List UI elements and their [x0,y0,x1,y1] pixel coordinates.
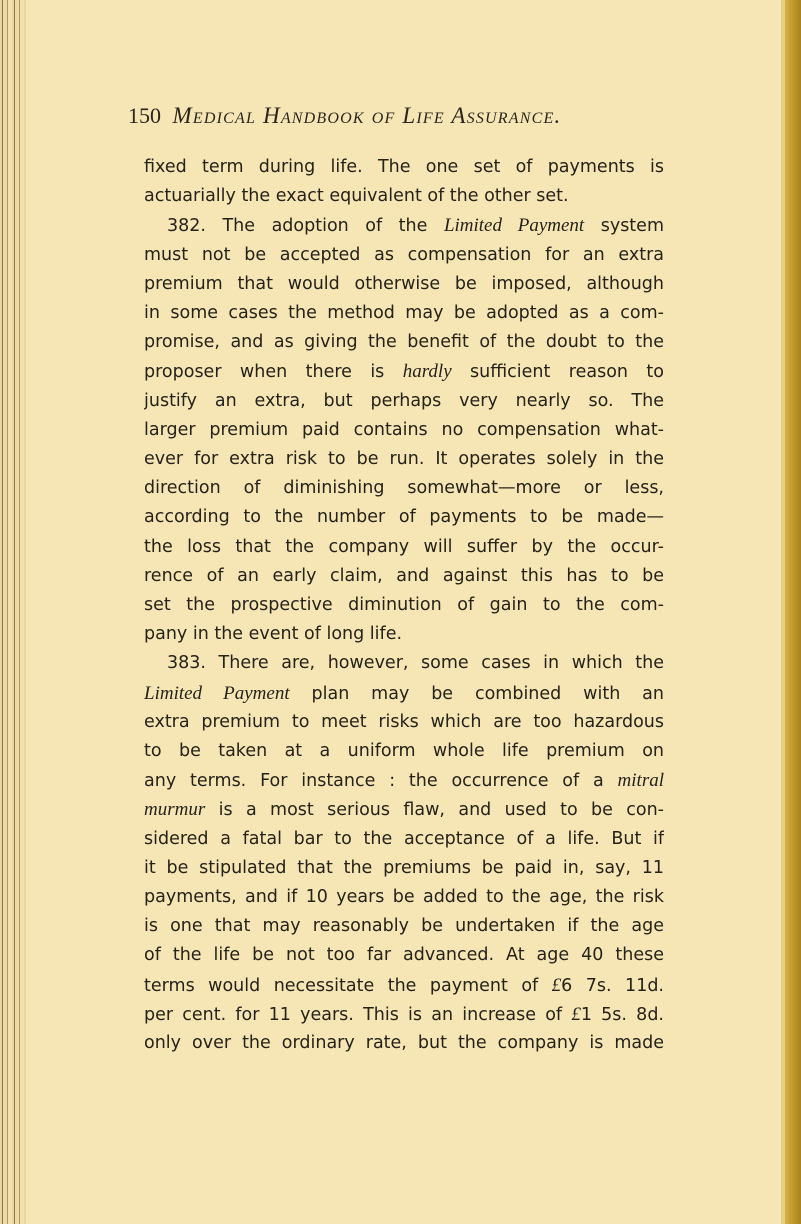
text-segment: is one that may reasonably be undertaken if the age [144,916,664,937]
italic-phrase: murmur [144,799,206,821]
text-segment: proposer when there is [144,362,403,383]
page-number: 150 [128,103,161,128]
italic-phrase: Limited Payment [144,682,290,704]
text-segment: pany in the event of long life. [144,624,403,645]
text-segment: terms would necessitate the payment of [144,975,552,996]
text-segment: 383. There are, however, some cases in which the [167,653,664,674]
text-line [144,328,664,357]
book-binding-edge [0,0,26,1224]
text-line [144,737,664,766]
text-line [144,971,664,1000]
text-segment: promise, and as giving the benefit of the doubt to the [144,332,664,353]
text-line [144,883,664,912]
text-line [144,649,664,678]
text-segment: per cent. for 11 years. This is an increase of [144,1004,572,1025]
text-segment: justify an extra, but perhaps very nearly so. The [144,390,664,411]
text-line [144,357,664,386]
text-line [144,241,664,270]
text-segment: extra premium to meet risks which are too hazardous [144,711,664,732]
text-segment: to be taken at a uniform whole life premium on [144,741,664,761]
text-line [144,1029,664,1058]
text-line [144,679,664,708]
text-segment: the loss that the company will suffer by the occur- [144,536,664,557]
text-segment: rence of an early claim, and against this has to be [144,565,664,586]
text-line [144,533,664,562]
text-line [144,708,664,737]
text-line [144,211,664,240]
text-segment: only over the ordinary rate, but the company is made [144,1033,664,1053]
text-segment: set the prospective diminution of gain to the com- [144,595,664,615]
text-segment: payments, and if 10 years be added to the age, the risk [144,887,664,907]
text-segment: ever for extra risk to be run. It operates solely in the [144,449,664,469]
italic-phrase: Limited Payment [443,215,585,237]
text-line [144,620,664,649]
text-segment: premium that would otherwise be imposed, although [144,273,664,294]
text-segment: must not be accepted as compensation for an extra [144,244,664,265]
italic-phrase: hardly [402,361,452,383]
text-segment: according to the number of payments to be made— [144,507,664,528]
text-line [144,591,664,620]
page-gilt-edge [785,0,801,1224]
italic-phrase: £ [551,974,562,996]
text-segment: 382. The adoption of the [167,216,444,237]
text-line [144,941,664,970]
text-segment: fixed term during life. The one set of payments is [144,157,664,177]
text-segment: 1 5s. 8d. [580,1004,664,1025]
text-line [144,445,664,474]
italic-phrase: £ [571,1003,581,1025]
text-line [144,416,664,445]
text-segment: of the life be not too far advanced. At age 40 these [144,945,664,966]
text-segment: actuarially the exact equivalent of the other set. [144,186,569,207]
page-header [128,103,668,133]
text-segment: larger premium paid contains no compensation what- [144,419,664,440]
text-segment: in some cases the method may be adopted as a com- [144,303,664,323]
text-line [144,854,664,883]
text-line [144,795,664,824]
text-line [144,299,664,328]
text-line [144,766,664,795]
text-segment: is a most serious flaw, and used to be con- [205,800,664,821]
text-segment: direction of diminishing somewhat—more or less, [144,478,664,499]
text-segment: system [584,216,664,237]
text-line [144,387,664,416]
text-segment: plan may be combined with an [289,683,664,704]
text-line [144,1000,664,1029]
text-line [144,825,664,854]
body-text [144,153,664,1143]
text-line [144,912,664,941]
text-segment: it be stipulated that the premiums be paid in, say, 11 [144,857,664,878]
text-line [144,153,664,182]
text-line [144,503,664,532]
text-segment: sufficient reason to [451,362,664,383]
text-line [144,182,664,211]
text-segment: sidered a fatal bar to the acceptance of a life. But if [144,828,664,849]
text-segment: 6 7s. 11d. [561,975,664,996]
text-line [144,474,664,503]
running-title: Medical Handbook of Life Assurance. [172,103,562,128]
text-line [144,270,664,299]
text-line [144,562,664,591]
text-segment: any terms. For instance : the occurrence of a [144,771,618,792]
italic-phrase: mitral [617,770,664,792]
